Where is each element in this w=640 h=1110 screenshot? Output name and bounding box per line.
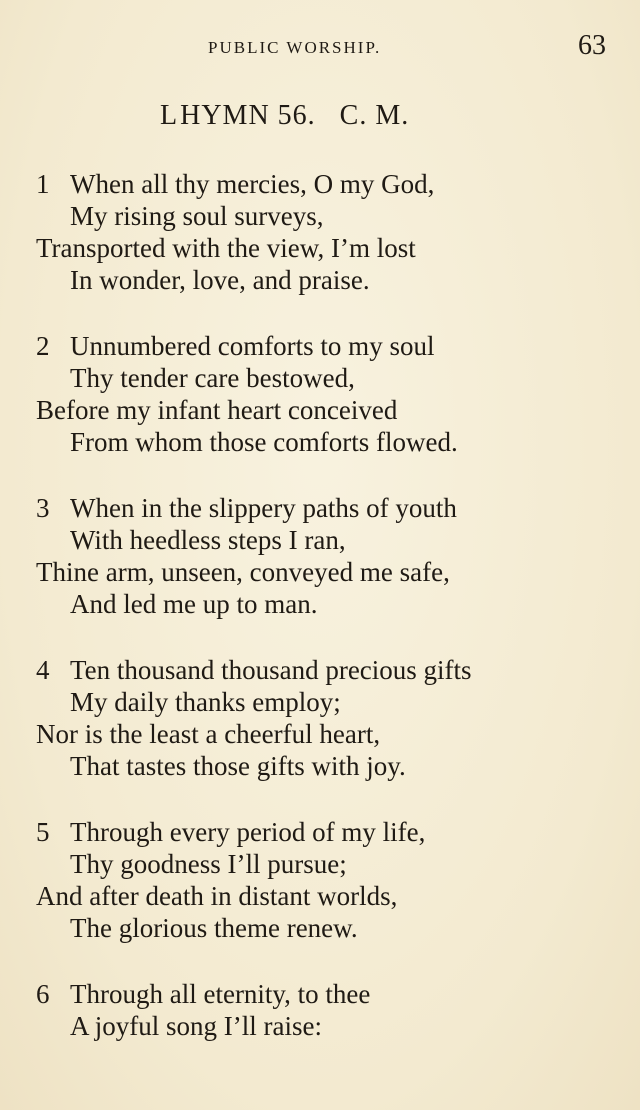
stanza-line: [36, 686, 606, 718]
stanza-number: 3: [36, 493, 50, 523]
stanza-number: 4: [36, 655, 50, 685]
verse-text: With heedless steps I ran,: [70, 525, 346, 555]
verse-text: Before my infant heart conceived: [36, 395, 398, 425]
stanza-line: [36, 362, 606, 394]
verse-text: Through every period of my life,: [70, 817, 426, 847]
stanza-4: [36, 654, 606, 782]
stanza-6: [36, 978, 606, 1042]
stanza-line: [36, 1010, 606, 1042]
stanza-number: 2: [36, 331, 50, 361]
running-head: [0, 30, 640, 68]
stanza-line: [36, 880, 606, 912]
hymn-body: [36, 168, 606, 1076]
stanza-line: [36, 978, 606, 1010]
verse-text: My rising soul surveys,: [70, 201, 324, 231]
stanza-line: [36, 394, 606, 426]
hymn-meter: C. M.: [339, 100, 410, 131]
running-title: PUBLIC WORSHIP.: [208, 38, 382, 57]
stanza-line: [36, 718, 606, 750]
verse-text: When all thy mercies, O my God,: [70, 169, 435, 199]
stanza-line: [36, 524, 606, 556]
verse-text: From whom those comforts flowed.: [70, 427, 458, 457]
stanza-line: [36, 168, 606, 200]
stanza-line: [36, 654, 606, 686]
stanza-line: [36, 556, 606, 588]
verse-text: Ten thousand thousand precious gifts: [70, 655, 472, 685]
stanza-line: [36, 848, 606, 880]
stanza-line: [36, 492, 606, 524]
verse-text: Nor is the least a cheerful heart,: [36, 719, 381, 749]
stanza-number: 6: [36, 979, 50, 1009]
verse-text: Thine arm, unseen, conveyed me safe,: [36, 557, 450, 587]
bracket-mark: L: [160, 100, 179, 131]
verse-text: Through all eternity, to thee: [70, 979, 371, 1009]
stanza-line: [36, 200, 606, 232]
stanza-line: [36, 816, 606, 848]
stanza-number: 1: [36, 169, 50, 199]
verse-text: The glorious theme renew.: [70, 913, 358, 943]
verse-text: Transported with the view, I’m lost: [36, 233, 416, 263]
verse-text: When in the slippery paths of youth: [70, 493, 457, 523]
verse-text: That tastes those gifts with joy.: [70, 751, 406, 781]
stanza-number: 5: [36, 817, 50, 847]
stanza-2: [36, 330, 606, 458]
stanza-line: [36, 264, 606, 296]
stanza-3: [36, 492, 606, 620]
verse-text: Thy tender care bestowed,: [70, 363, 355, 393]
verse-text: In wonder, love, and praise.: [70, 265, 370, 295]
stanza-line: [36, 426, 606, 458]
hymn-heading: [160, 100, 409, 136]
stanza-line: [36, 750, 606, 782]
verse-text: My daily thanks employ;: [70, 687, 341, 717]
stanza-5: [36, 816, 606, 944]
stanza-line: [36, 912, 606, 944]
stanza-line: [36, 232, 606, 264]
stanza-1: [36, 168, 606, 296]
hymn-title: HYMN 56.: [180, 100, 316, 131]
verse-text: A joyful song I’ll raise:: [70, 1011, 322, 1041]
stanza-line: [36, 330, 606, 362]
verse-text: And led me up to man.: [70, 589, 318, 619]
page-number: 63: [578, 30, 606, 61]
verse-text: Thy goodness I’ll pursue;: [70, 849, 347, 879]
verse-text: Unnumbered comforts to my soul: [70, 331, 435, 361]
stanza-line: [36, 588, 606, 620]
verse-text: And after death in distant worlds,: [36, 881, 398, 911]
